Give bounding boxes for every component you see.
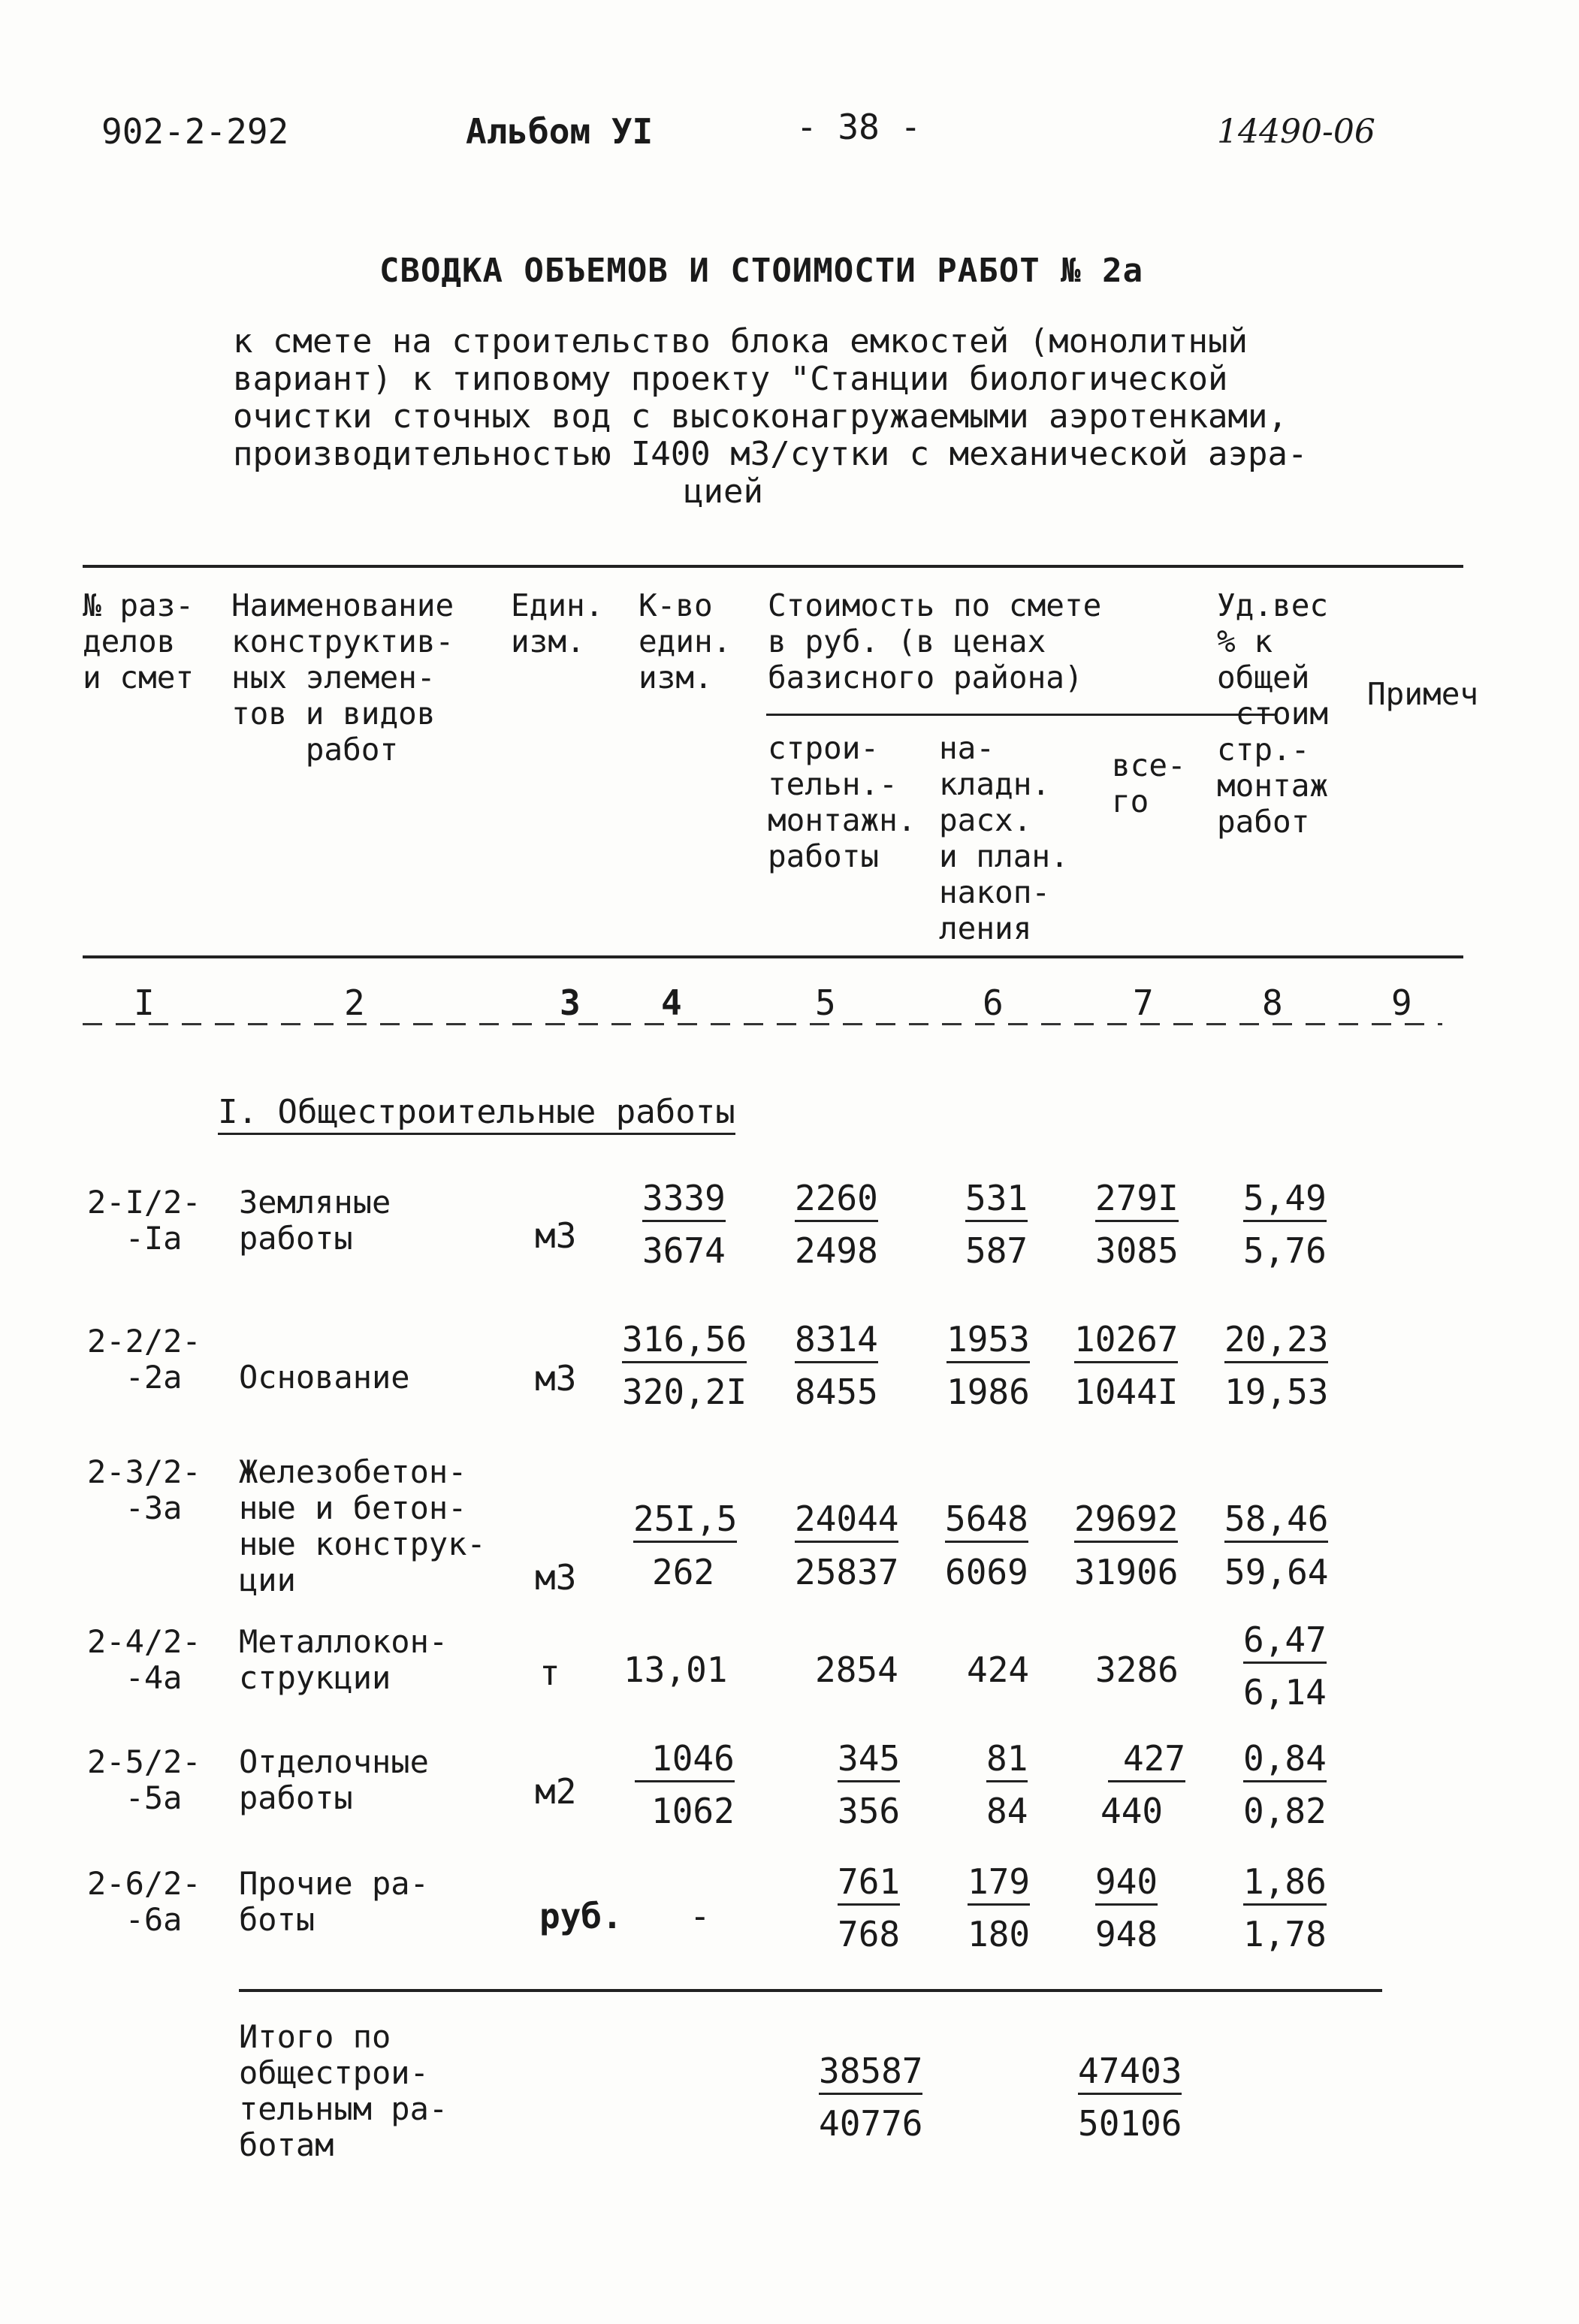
column-number: 4 <box>661 982 682 1023</box>
row-code: 2-3/2- -3а <box>87 1453 201 1526</box>
row-unit: м3 <box>535 1557 577 1598</box>
dashed-rule <box>83 1023 1442 1025</box>
row-name: Железобетон- ные и бетон- ные конструк- ции <box>239 1453 486 1598</box>
intro-line: вариант) к типовому проекту "Станции биологической <box>233 360 1228 398</box>
row-unit: т <box>539 1652 560 1693</box>
column-number: 6 <box>983 982 1004 1023</box>
total-smr-alt: 40776 <box>819 2103 923 2144</box>
row-code: 2-6/2- -6а <box>87 1865 201 1938</box>
row-code: 2-5/2- -5а <box>87 1743 201 1816</box>
column-number: 7 <box>1133 982 1154 1023</box>
row-total-base: 279I <box>1095 1178 1179 1222</box>
row-qty: 13,01 <box>623 1649 728 1690</box>
row-qty-base: 1046 <box>635 1738 735 1782</box>
row-name: Отделочные работы <box>239 1743 429 1816</box>
header-bottom-rule <box>83 955 1463 958</box>
row-total-base: 427 <box>1108 1738 1185 1782</box>
row-qty-alt: 3674 <box>642 1230 726 1271</box>
row-overhead-base: 5648 <box>945 1499 1028 1543</box>
header-col-total: все- го <box>1112 747 1186 819</box>
row-share-base: 5,49 <box>1243 1178 1327 1222</box>
row-name: Основание <box>239 1359 410 1396</box>
row-overhead-alt: 1986 <box>946 1372 1030 1412</box>
row-code: 2-2/2- -2а <box>87 1323 201 1396</box>
column-number: 9 <box>1391 982 1412 1023</box>
row-code: 2-I/2- -Iа <box>87 1184 201 1257</box>
row-overhead-base: 179 <box>968 1861 1030 1906</box>
header-top-rule <box>83 565 1463 568</box>
row-unit: м3 <box>535 1358 577 1399</box>
row-unit: м3 <box>535 1215 577 1256</box>
intro-paragraph <box>233 323 1307 511</box>
row-total: 3286 <box>1095 1649 1179 1690</box>
header-col-name: Наименование конструктив- ных элемен- тов и видов работ <box>231 587 454 768</box>
cost-group-rule <box>766 714 1277 716</box>
header-col-section: № раз- делов и смет <box>83 587 195 696</box>
document-title: СВОДКА ОБЪЕМОВ И СТОИМОСТИ РАБОТ № 2а <box>379 252 1144 290</box>
document-code: 902-2-292 <box>101 111 289 152</box>
row-unit: руб. <box>539 1896 623 1936</box>
document-number: 14490-06 <box>1217 113 1375 151</box>
row-name: Земляные работы <box>239 1184 391 1257</box>
row-smr-base: 2260 <box>795 1178 878 1222</box>
total-rule <box>239 1989 1382 1992</box>
row-overhead-alt: 84 <box>986 1791 1028 1831</box>
row-share-base: 20,23 <box>1224 1319 1328 1363</box>
row-overhead-base: 1953 <box>946 1319 1030 1363</box>
page-number: - 38 - <box>796 107 922 147</box>
row-overhead-alt: 587 <box>965 1230 1028 1271</box>
intro-line: производительностью I400 м3/сутки с механической аэра- <box>233 435 1308 473</box>
row-total-alt: 948 <box>1095 1914 1158 1954</box>
total-total-base: 47403 <box>1078 2051 1182 2095</box>
row-qty-base: 316,56 <box>622 1319 747 1363</box>
row-code: 2-4/2- -4а <box>87 1623 201 1696</box>
row-smr-base: 345 <box>838 1738 900 1782</box>
row-smr-alt: 768 <box>838 1914 901 1954</box>
row-name: Металлокон- струкции <box>239 1623 448 1696</box>
row-overhead: 424 <box>967 1649 1030 1690</box>
row-overhead-alt: 180 <box>968 1914 1031 1954</box>
section-title: I. Общестроительные работы <box>218 1093 735 1135</box>
column-number: I <box>134 982 155 1023</box>
album-label: Альбом УI <box>466 111 654 152</box>
row-smr-alt: 8455 <box>795 1372 878 1412</box>
row-share-alt: 6,14 <box>1243 1672 1327 1713</box>
row-total-base: 10267 <box>1074 1319 1178 1363</box>
header-col-qty: К-во един. изм. <box>639 587 732 696</box>
row-overhead-base: 531 <box>965 1178 1028 1222</box>
row-share-base: 1,86 <box>1243 1861 1327 1906</box>
intro-line: цией <box>684 472 763 511</box>
intro-line: к смете на строительство блока емкостей (монолитный <box>233 322 1248 361</box>
total-total-alt: 50106 <box>1078 2103 1182 2144</box>
total-label: Итого по общестрои- тельным ра- ботам <box>239 2018 448 2163</box>
row-share-base: 0,84 <box>1243 1738 1327 1782</box>
row-share-alt: 1,78 <box>1243 1914 1327 1954</box>
row-smr-alt: 356 <box>838 1791 901 1831</box>
row-qty-base: 3339 <box>642 1178 726 1222</box>
row-total-alt: 3085 <box>1095 1230 1179 1271</box>
column-number: 2 <box>344 982 365 1023</box>
row-smr-alt: 25837 <box>795 1552 899 1592</box>
row-total-alt: 1044I <box>1074 1372 1179 1412</box>
row-smr-base: 761 <box>838 1861 900 1906</box>
column-number: 5 <box>815 982 836 1023</box>
row-smr-base: 24044 <box>795 1499 898 1543</box>
row-share-alt: 59,64 <box>1224 1552 1329 1592</box>
row-share-alt: 19,53 <box>1224 1372 1329 1412</box>
row-share-base: 58,46 <box>1224 1499 1328 1543</box>
row-smr-base: 8314 <box>795 1319 878 1363</box>
header-col-overhead: на- кладн. расх. и план. накоп- ления <box>939 730 1069 946</box>
row-unit: м2 <box>535 1771 577 1812</box>
row-overhead-base: 81 <box>986 1738 1028 1782</box>
row-qty-base: 25I,5 <box>633 1499 737 1543</box>
row-name: Прочие ра- боты <box>239 1865 429 1938</box>
header-col-smr: строи- тельн.- монтажн. работы <box>768 730 916 874</box>
row-smr-alt: 2498 <box>795 1230 878 1271</box>
row-qty: - <box>690 1896 711 1936</box>
row-total-base: 940 <box>1095 1861 1158 1906</box>
header-col-note: Примеч <box>1367 676 1479 712</box>
intro-line: очистки сточных вод с высоконагружаемыми аэротенками, <box>233 397 1288 436</box>
row-qty-alt: 1062 <box>651 1791 735 1831</box>
row-share-alt: 0,82 <box>1243 1791 1327 1831</box>
row-share-alt: 5,76 <box>1243 1230 1327 1271</box>
column-number: 3 <box>560 982 581 1023</box>
header-col-share: Уд.вес % к общей стоим стр.- монтаж работ <box>1217 587 1329 840</box>
row-smr: 2854 <box>815 1649 898 1690</box>
row-qty-alt: 320,2I <box>622 1372 747 1412</box>
row-total-alt: 31906 <box>1074 1552 1179 1592</box>
column-number: 8 <box>1262 982 1283 1023</box>
header-col-unit: Един. изм. <box>511 587 604 659</box>
row-qty-alt: 262 <box>652 1552 715 1592</box>
row-total-base: 29692 <box>1074 1499 1178 1543</box>
row-share-base: 6,47 <box>1243 1619 1327 1664</box>
row-overhead-alt: 6069 <box>945 1552 1028 1592</box>
total-smr-base: 38587 <box>819 2051 922 2095</box>
row-total-alt: 440 <box>1100 1791 1164 1831</box>
header-cost-group: Стоимость по смете в руб. (в ценах базисного района) <box>768 587 1102 696</box>
